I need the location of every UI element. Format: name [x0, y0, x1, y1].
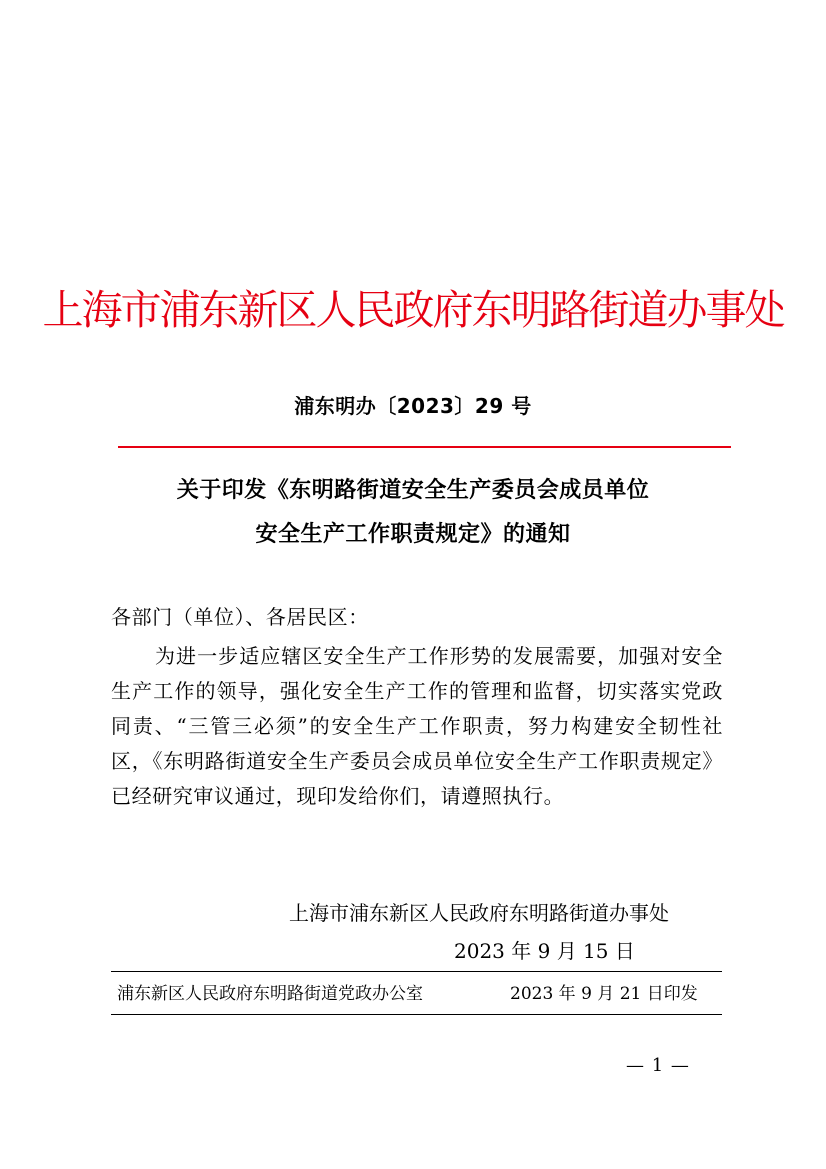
signature-date: 2023 年 9 月 15 日 — [454, 939, 635, 963]
page-number: — 1 — — [626, 1055, 690, 1076]
footer-bottom-rule — [111, 1014, 722, 1015]
footer-print-date: 2023 年 9 月 21 日印发 — [510, 984, 698, 1004]
document-number: 浦东明办〔2023〕29 号 — [294, 394, 532, 418]
body-paragraph: 为进一步适应辖区安全生产工作形势的发展需要，加强对安全生产工作的领导，强化安全生产工作的管理和监督，切实落实党政同责、“三管三必须”的安全生产工作职责，努力构建安全韧性社区，《东明路街道安全生产委员会成员单位安全生产工作职责规定》已经研究审议通过，现印发给你们，请遵照执行。 — [111, 644, 723, 808]
document-title-line-1: 关于印发《东明路街道安全生产委员会成员单位 — [176, 478, 650, 503]
issuer-header: 上海市浦东新区人民政府东明路街道办事处 — [42, 286, 784, 334]
salutation: 各部门（单位）、各居民区： — [111, 605, 369, 629]
document-title-line-2: 安全生产工作职责规定》的通知 — [255, 522, 571, 547]
footer-top-rule — [111, 971, 722, 972]
signature-org: 上海市浦东新区人民政府东明路街道办事处 — [289, 901, 669, 925]
footer-office: 浦东新区人民政府东明路街道党政办公室 — [117, 984, 423, 1004]
red-separator-line — [118, 446, 731, 448]
